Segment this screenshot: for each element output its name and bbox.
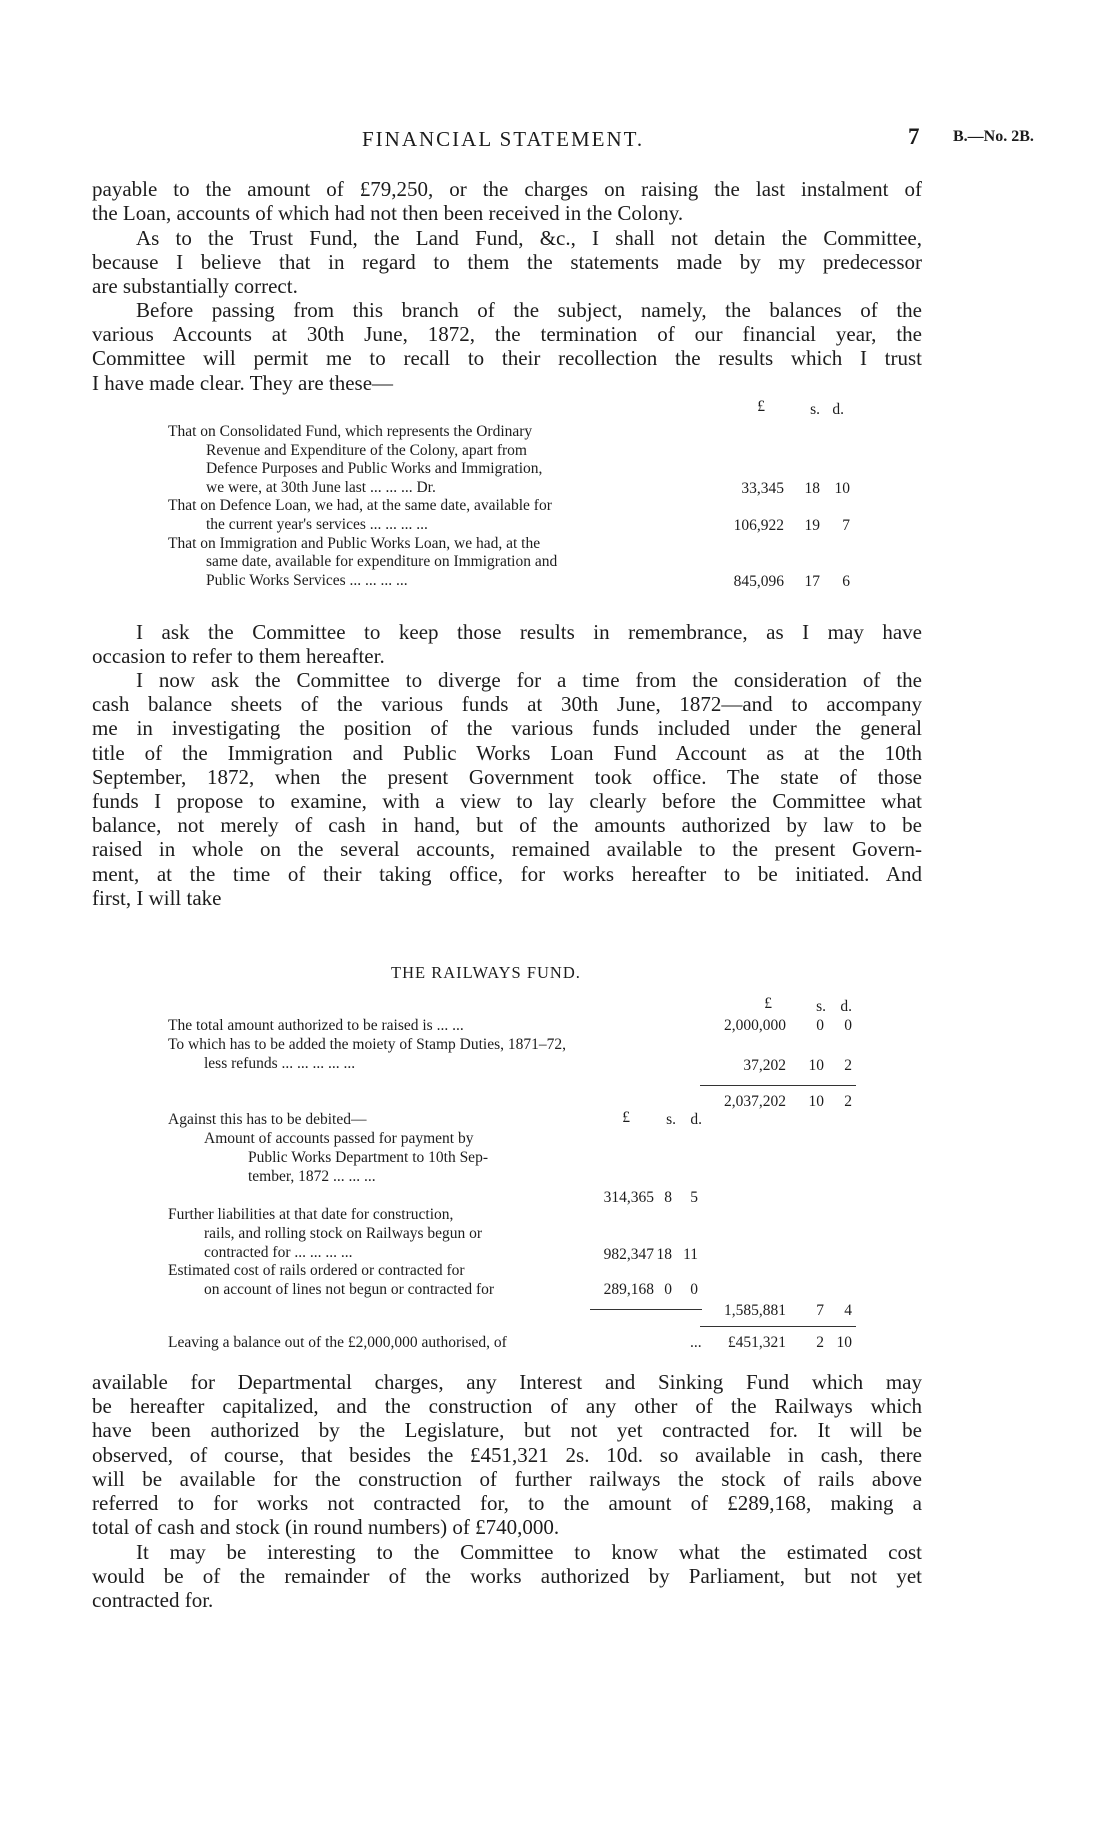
page-title: FINANCIAL STATEMENT.	[362, 127, 645, 151]
debit-total-rule	[590, 1309, 702, 1310]
railways-fund-heading: THE RAILWAYS FUND.	[391, 963, 581, 982]
debit-estimated-rails: Estimated cost of rails ordered or contracted for	[168, 1262, 465, 1279]
intro-paragraph-2: As to the Trust Fund, the Land Fund, &c., I shall not detain the Committee, because I believe that in regard to them the statements made by my predecessor are substantially correct.	[92, 226, 922, 299]
document-reference: B.—No. 2B.	[953, 128, 1034, 145]
balance-item-consolidated: That on Consolidated Fund, which represents the Ordinary Revenue and Expenditure of the Colony, apart from Defence Purposes and Public Works and Immigration, we were, at 30th June last ... ... ... Dr. That on Defence Loan, we had, at the same date, available for the current year's services ... ... ... ... That on Immigration and Public Works Loan, we had, at the same date, available for expenditure on Immigration and Public Works Services ... ... ... ...	[168, 423, 558, 589]
authorized-amount-label: The total amount authorized to be raised is ... ...	[168, 1017, 464, 1034]
debit-accounts-passed: Amount of accounts passed for payment by	[204, 1130, 474, 1147]
pounds-header: £	[757, 398, 765, 415]
debit-further-liabilities: Further liabilities at that date for construction,	[168, 1206, 454, 1223]
intro-paragraph-3: Before passing from this branch of the subject, namely, the balances of the various Accounts at 30th June, 1872, the termination of our financial year, the Committee will permit me to recall to their recollection the results which I trust I have made clear. They are these—	[92, 298, 922, 395]
closing-paragraph-1: available for Departmental charges, any Interest and Sinking Fund which may be hereafter capitalized, and the construction of any other of the Railways which have been authorized by the Legislature, but not yet contracted for. It will be observed, of course, that besides the £451,321 2s. 10d. so available in cash, there will be available for the construction of further railways the stock of rails above referred to for works not contracted for, to the amount of £289,168, making a total of cash and stock (in round numbers) of £740,000.	[92, 1370, 922, 1540]
middle-paragraph-1: I ask the Committee to keep those results in remembrance, as I may have occasion to refer to them hereafter.	[92, 620, 922, 669]
middle-paragraph-2: I now ask the Committee to diverge for a time from the consideration of the cash balance sheets of the various funds at 30th June, 1872—and to accompany me in investigating the position of the various funds included under the general title of the Immigration and Public Works Loan Fund Account as at the 10th September, 1872, when the present Government took office. The state of those funds I propose to examine, with a view to lay clearly before the Committee what balance, not merely of cash in hand, but of the amounts authorized by law to be raised in whole on the several accounts, remained available to the present Govern- ment, at the time of their taking office, for works hereafter to be initiated. And first, I will take	[92, 668, 922, 910]
page-number: 7	[908, 124, 920, 149]
closing-paragraph-2: It may be interesting to the Committee to know what the estimated cost would be of the remainder of the works authorized by Parliament, but not yet contracted for.	[92, 1540, 922, 1613]
intro-paragraph-1: payable to the amount of £79,250, or the charges on raising the last instalment of the Loan, accounts of which had not then been received in the Colony.	[92, 177, 922, 226]
subtotal-rule	[700, 1085, 856, 1086]
shillings-header: s.	[810, 401, 820, 418]
stamp-duties-label: To which has to be added the moiety of Stamp Duties, 1871–72,	[168, 1036, 566, 1053]
balance-label: Leaving a balance out of the £2,000,000 authorised, of	[168, 1334, 507, 1351]
balance-amount: £451,321	[727, 1334, 786, 1351]
pence-header: d.	[832, 401, 844, 418]
balance-rule	[700, 1326, 856, 1327]
debit-heading: Against this has to be debited—	[168, 1111, 367, 1128]
